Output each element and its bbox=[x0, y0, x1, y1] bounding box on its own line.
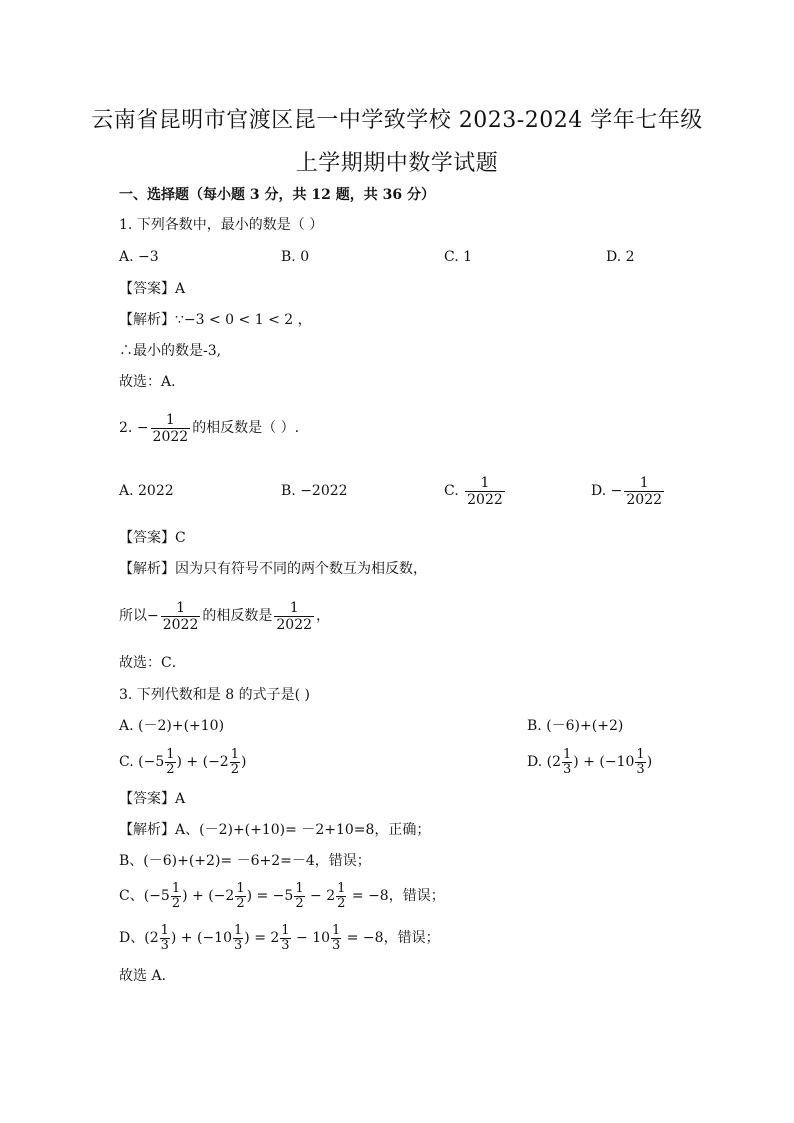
q1-analysis-expression: ∵−3 < 0 < 1 < 2 ， bbox=[175, 312, 312, 328]
q2-option-c-label: C. bbox=[444, 483, 459, 499]
q2-analysis-fraction-1 bbox=[161, 600, 201, 633]
q2-stem-tail: 的相反数是（ ）. bbox=[192, 420, 300, 436]
q1-analysis-line-2: ∴最小的数是-3, bbox=[119, 343, 222, 359]
q2-option-c bbox=[444, 472, 507, 510]
q2-analysis-mid: 的相反数是 bbox=[202, 608, 273, 624]
q2-analysis-fraction-1-den: 2022 bbox=[162, 616, 199, 633]
q3-option-d bbox=[527, 744, 652, 780]
section-heading: 一、选择题（每小题 3 分，共 12 题，共 36 分） bbox=[119, 187, 435, 203]
q2-option-c-numerator: 1 bbox=[480, 474, 490, 491]
q1-stem: 1. 下列各数中，最小的数是（ ） bbox=[119, 217, 324, 233]
q2-analysis-fraction-2-den: 2022 bbox=[276, 616, 313, 633]
q2-stem bbox=[119, 410, 299, 446]
q1-analysis-label: 【解析】 bbox=[119, 312, 175, 328]
q2-option-d-label: D. bbox=[591, 483, 607, 499]
q2-option-d-denominator: 2022 bbox=[626, 491, 663, 508]
q3-option-c-expression: (−5 $\frac{1}{2}$ ) + (−2 $\frac{1}{2}$ ) bbox=[138, 746, 247, 777]
q1-option-a: A. −3 bbox=[119, 249, 159, 265]
q2-analysis-fraction-2-num: 1 bbox=[289, 599, 299, 616]
q1-option-b: B. 0 bbox=[281, 249, 310, 265]
document-title-line-1: 云南省昆明市官渡区昆一中学致学校 2023-2024 学年七年级 bbox=[91, 108, 703, 133]
q3-analysis-c-expression: (−5 $\frac{1}{2}$ ) + (−2 $\frac{1}{2}$ ) = −5 $\frac{1}{2}$ − 2 $\frac{1}{2}$ = −8 bbox=[143, 880, 389, 911]
q2-analysis-end: ， bbox=[316, 608, 331, 624]
q2-analysis-fraction-1-num: 1 bbox=[176, 599, 186, 616]
q3-analysis-b: B、(－6)+(+2)= －6+2=－4，错误； bbox=[119, 853, 371, 869]
q2-answer: 【答案】C bbox=[119, 530, 186, 546]
q3-option-a: A. (－2)+(+10) bbox=[119, 718, 225, 734]
q2-option-b: B. −2022 bbox=[281, 483, 348, 499]
q3-analysis-c-tail: ，错误； bbox=[388, 888, 445, 904]
q1-option-d: D. 2 bbox=[606, 249, 635, 265]
q3-analysis-d-label: D、 bbox=[119, 930, 145, 946]
q3-option-d-label: D. bbox=[527, 754, 543, 770]
q2-fraction-denominator: 2022 bbox=[152, 428, 189, 445]
q3-option-d-expression: (2 $\frac{1}{3}$ ) + (−10 $\frac{1}{3}$ ) bbox=[546, 746, 653, 777]
q1-analysis bbox=[119, 311, 312, 329]
q2-option-d-minus: − bbox=[610, 483, 623, 499]
q3-analysis-d bbox=[119, 920, 440, 956]
q2-analysis-line-2 bbox=[119, 597, 330, 635]
q3-conclusion: 故选 A. bbox=[119, 968, 167, 984]
q2-minus: − bbox=[136, 420, 149, 436]
q2-analysis: 【解析】因为只有符号不同的两个数互为相反数， bbox=[119, 561, 427, 577]
q2-analysis-fraction-2 bbox=[274, 600, 314, 633]
q2-option-c-denominator: 2022 bbox=[467, 491, 503, 508]
q2-analysis-minus: − bbox=[147, 608, 159, 624]
q3-answer: 【答案】A bbox=[119, 791, 186, 807]
q2-option-a: A. 2022 bbox=[119, 483, 174, 499]
q3-option-b: B. (－6)+(+2) bbox=[527, 718, 624, 734]
q2-fraction-numerator: 1 bbox=[165, 411, 175, 428]
q3-analysis-c bbox=[119, 878, 445, 914]
q3-analysis-d-expression: (2 $\frac{1}{3}$ ) + (−10 $\frac{1}{3}$ ) = 2 $\frac{1}{3}$ − 10 $\frac{1}{3}$ = −8 bbox=[144, 922, 384, 953]
document-title-line-2: 上学期期中数学试题 bbox=[295, 151, 499, 176]
q3-analysis-d-tail: ，错误； bbox=[383, 930, 440, 946]
q2-analysis-prefix: 所以 bbox=[119, 608, 147, 624]
q2-option-c-fraction bbox=[465, 475, 505, 508]
q2-fraction bbox=[151, 412, 191, 445]
q3-analysis-a: 【解析】A、(－2)+(+10)= －2+10=8，正确； bbox=[119, 822, 431, 838]
q1-answer: 【答案】A bbox=[119, 281, 186, 297]
q3-option-c-label: C. bbox=[119, 754, 134, 770]
q1-option-c: C. 1 bbox=[444, 249, 473, 265]
q2-conclusion: 故选：C． bbox=[119, 655, 186, 671]
q2-option-d-numerator: 1 bbox=[639, 474, 649, 491]
q3-stem: 3. 下列代数和是 8 的式子是( ) bbox=[119, 687, 310, 703]
q3-analysis-c-label: C、 bbox=[119, 888, 144, 904]
q1-conclusion: 故选：A． bbox=[119, 374, 186, 390]
q2-option-d bbox=[591, 472, 666, 510]
q3-option-c bbox=[119, 744, 246, 780]
q2-option-d-fraction bbox=[624, 475, 664, 508]
q2-number: 2. bbox=[119, 420, 137, 436]
